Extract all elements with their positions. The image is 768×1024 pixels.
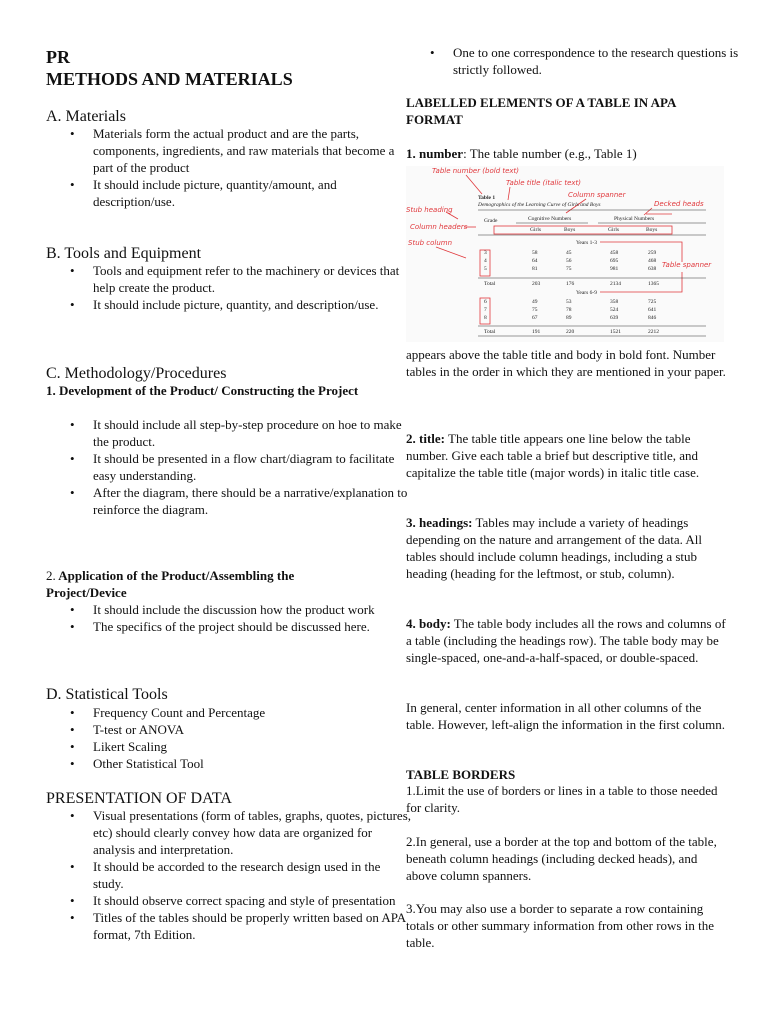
annotation-column-spanner: Column spanner	[568, 191, 626, 199]
title-text: The table title appears one line below the table number. Give each table a brief but descriptive title, and capitalize the table title (major words) in italic title case.	[406, 431, 700, 480]
table-cell: 64	[532, 258, 538, 264]
table-cell: 220	[566, 329, 575, 335]
body-label: 4. body:	[406, 616, 451, 631]
list-item: • T-test or ANOVA	[93, 721, 413, 738]
table-cell: 7	[484, 307, 487, 313]
labelled-elements-heading: LABELLED ELEMENTS OF A TABLE IN APA FORMAT	[406, 95, 676, 127]
table-cell: 725	[648, 299, 657, 305]
table-cell: 75	[566, 266, 572, 272]
table-cell: 6	[484, 299, 487, 305]
arrow-stub-column	[436, 247, 466, 258]
list-item: • It should include picture, quantity/amount, and description/use.	[93, 176, 413, 210]
table-cell: 45	[566, 250, 572, 256]
list-item: • It should be presented in a flow chart/diagram to facilitate easy understanding.	[93, 450, 413, 484]
list-item: • One to one correspondence to the research questions is strictly followed.	[453, 44, 768, 78]
page-title: METHODS AND MATERIALS	[46, 69, 293, 89]
table-cell: 203	[532, 281, 541, 287]
apa-table-diagram	[406, 166, 724, 342]
apa-table-figure	[406, 166, 724, 342]
table-total-1	[484, 281, 659, 287]
table-cell: 81	[532, 266, 538, 272]
table-cell: 4	[484, 258, 487, 264]
sub2-title: Application of the Product/Assembling the Project/Device	[46, 568, 295, 600]
pr-label: PR	[46, 47, 70, 67]
list-item: • It should include all step-by-step procedure on hoe to make the product.	[93, 416, 413, 450]
table-cell: 641	[648, 307, 657, 313]
table-cell: 639	[610, 315, 619, 321]
table-cell: 67	[532, 315, 538, 321]
table-section-2	[484, 299, 657, 321]
materials-list	[46, 125, 413, 210]
table-cell: 53	[566, 299, 572, 305]
borders-item-2: 2.In general, use a border at the top and bottom of the table, beneath column headings (including decked heads), and above column spanners.	[406, 834, 717, 883]
table-cell: 56	[566, 258, 572, 264]
number-continuation: appears above the table title and body in bold font. Number tables in the order in which they are mentioned in your paper.	[406, 347, 726, 379]
table-cell: Total	[484, 281, 496, 287]
table-cell: 75	[532, 307, 538, 313]
methodology-heading: C. Methodology/Procedures	[46, 365, 227, 382]
number-paragraph	[406, 145, 726, 162]
body-text: The table body includes all the rows and columns of a table (including the headings row). The table body may be single-spaced, one-and-a-half-spaced, or double-spaced.	[406, 616, 726, 665]
title-paragraph	[406, 430, 726, 481]
table-cell: 524	[610, 307, 619, 313]
borders-item-3: 3.You may also use a border to separate a row containing totals or other summary information from other rows in the table.	[406, 901, 714, 950]
table-cell: Total	[484, 329, 496, 335]
headings-label: 3. headings:	[406, 515, 473, 530]
list-item: • Tools and equipment refer to the machinery or devices that help create the product.	[93, 262, 413, 296]
list-item: • Materials form the actual product and are the parts, components, ingredients, and raw materials that become a part of the product	[93, 125, 413, 176]
table-cell: 846	[648, 315, 657, 321]
spanner-years-1: Years 1-3	[576, 240, 597, 246]
table-cell: 3	[484, 250, 487, 256]
annotation-stub-heading: Stub heading	[406, 206, 453, 214]
presentation-heading: PRESENTATION OF DATA	[46, 790, 232, 807]
spanner-years-2: Years 6-9	[576, 290, 597, 296]
table-cell: 191	[532, 329, 541, 335]
table-cell: 358	[610, 299, 619, 305]
header-girls-1: Girls	[530, 227, 541, 233]
table-total-2	[484, 329, 659, 335]
table-cell: 458	[610, 250, 619, 256]
table-cell: 5	[484, 266, 487, 272]
table-cell: 1521	[610, 329, 621, 335]
figure-table-label: Table 1	[478, 195, 496, 201]
headings-paragraph	[406, 514, 726, 582]
table-cell: 89	[566, 315, 572, 321]
list-item: • Frequency Count and Percentage	[93, 704, 413, 721]
title-label: 2. title:	[406, 431, 445, 446]
annotation-decked-heads: Decked heads	[654, 200, 704, 208]
arrow-table-number	[466, 175, 482, 194]
sub2-number: 2.	[46, 568, 56, 583]
list-item: • Visual presentations (form of tables, graphs, quotes, pictures, etc) should clearly convey how data are organized for analysis and interpretation.	[93, 807, 413, 858]
header-boys-1: Boys	[564, 227, 576, 233]
stats-list	[46, 704, 413, 772]
methodology-sub1: 1. Development of the Product/ Constructing the Project	[46, 383, 359, 398]
table-cell: 1365	[648, 281, 659, 287]
table-cell: 78	[566, 307, 572, 313]
general-paragraph: In general, center information in all other columns of the table. However, left-align the information in the first column.	[406, 700, 725, 732]
table-cell: 638	[648, 266, 657, 272]
header-cognitive: Cognitive Numbers	[528, 216, 572, 222]
header-boys-2: Boys	[646, 227, 658, 233]
table-cell: 58	[532, 250, 538, 256]
list-item: • It should be accorded to the research design used in the study.	[93, 858, 413, 892]
presentation-list	[46, 807, 413, 943]
table-section-1	[484, 250, 657, 272]
headings-text: Tables may include a variety of headings depending on the nature and arrangement of the data. All tables should include column headings, including a stub heading (heading for the leftmost, or stub, column).	[406, 515, 703, 581]
tools-list	[46, 262, 413, 313]
stats-heading: D. Statistical Tools	[46, 686, 168, 703]
table-cell: 49	[532, 299, 538, 305]
header-grade: Grade	[484, 218, 498, 224]
methodology-list-1	[46, 416, 413, 518]
borders-item-1: 1.Limit the use of borders or lines in a table to those needed for clarity.	[406, 783, 718, 815]
header-physical: Physical Numbers	[614, 216, 655, 222]
list-item: • After the diagram, there should be a narrative/explanation to reinforce the diagram.	[93, 484, 413, 518]
table-cell: 259	[648, 250, 657, 256]
figure-table-title: Demographics of the Learning Curve of Girls and Boys	[478, 202, 601, 208]
list-item: • Other Statistical Tool	[93, 755, 413, 772]
top-list	[406, 44, 768, 78]
methodology-sub2	[46, 567, 366, 601]
annotation-table-spanner: Table spanner	[662, 261, 712, 269]
table-borders-heading: TABLE BORDERS	[406, 767, 516, 782]
table-cell: 468	[648, 258, 657, 264]
table-cell: 695	[610, 258, 619, 264]
tools-heading: B. Tools and Equipment	[46, 245, 202, 262]
list-item: • It should include picture, quantity, and description/use.	[93, 296, 413, 313]
list-item: • It should include the discussion how the product work	[93, 601, 413, 618]
body-paragraph	[406, 615, 726, 666]
table-cell: 981	[610, 266, 619, 272]
table-cell: 8	[484, 315, 487, 321]
table-cell: 2134	[610, 281, 621, 287]
number-label: 1. number	[406, 146, 464, 161]
list-item: • Likert Scaling	[93, 738, 413, 755]
materials-heading: A. Materials	[46, 108, 126, 125]
methodology-list-2	[46, 601, 413, 635]
annotation-table-number: Table number (bold text)	[432, 167, 520, 175]
annotation-table-title: Table title (italic text)	[506, 179, 582, 187]
header-girls-2: Girls	[608, 227, 619, 233]
number-text: : The table number (e.g., Table 1)	[463, 146, 637, 161]
table-cell: 2212	[648, 329, 659, 335]
list-item: • The specifics of the project should be discussed here.	[93, 618, 413, 635]
annotation-stub-column: Stub column	[408, 239, 453, 247]
table-cell: 176	[566, 281, 575, 287]
list-item: • Titles of the tables should be properly written based on APA format, 7th Edition.	[93, 909, 413, 943]
annotation-column-headers: Column headers	[410, 223, 468, 231]
list-item: • It should observe correct spacing and style of presentation	[93, 892, 413, 909]
arrow-table-title	[508, 187, 510, 200]
